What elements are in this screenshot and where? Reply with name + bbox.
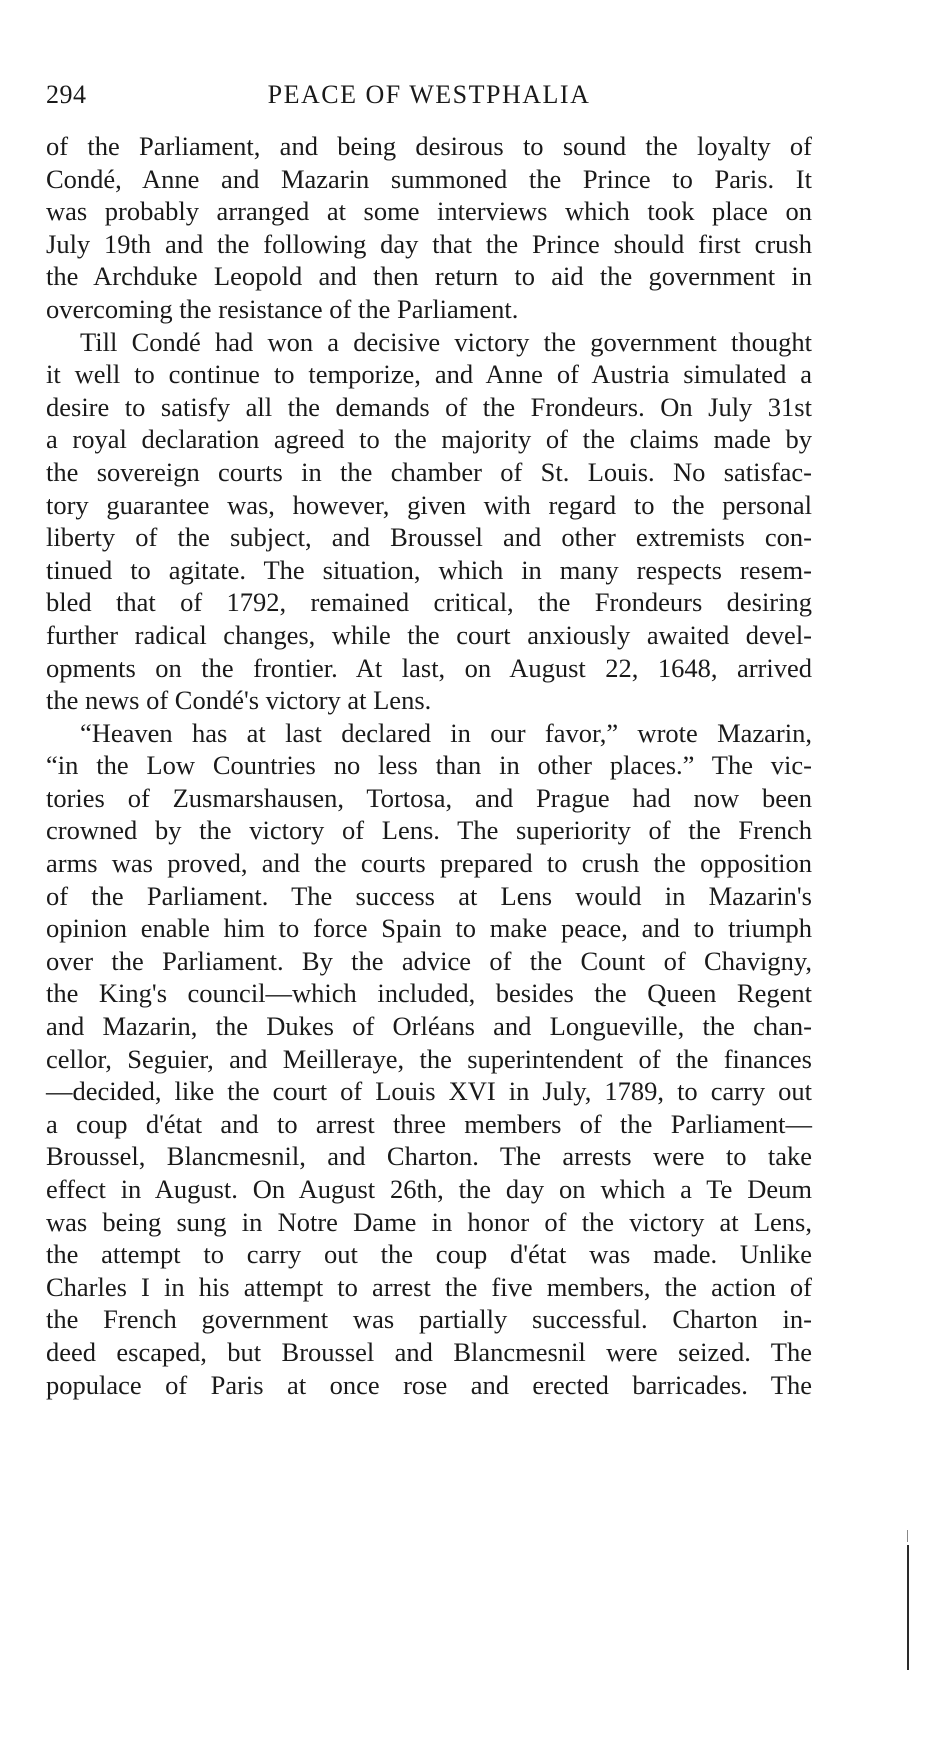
text-line: it well to continue to temporize, and Anne of Austria simulated a [46,359,812,390]
text-line: overcoming the resistance of the Parliament. [46,293,519,324]
text-line: further radical changes, while the court anxiously awaited devel- [46,619,812,650]
text-line: opments on the frontier. At last, on August 22, 1648, arrived [46,652,812,683]
text-line: was probably arranged at some interviews which took place on [46,196,812,227]
text-line: “in the Low Countries no less than in other places.” The vic- [46,750,812,781]
text-line: July 19th and the following day that the Prince should first crush [46,228,812,259]
text-line: “Heaven has at last declared in our favor,” wrote Mazarin, [80,717,812,748]
text-line: the sovereign courts in the chamber of St. Louis. No satisfac- [46,456,812,487]
text-line: deed escaped, but Broussel and Blancmesnil were seized. The [46,1336,812,1367]
text-line: a coup d'état and to arrest three members of the Parliament— [46,1108,812,1139]
text-line: cellor, Seguier, and Meilleraye, the superintendent of the finances [46,1043,812,1074]
text-line: the attempt to carry out the coup d'état was made. Unlike [46,1239,812,1270]
text-line: and Mazarin, the Dukes of Orléans and Longueville, the chan- [46,1011,812,1042]
text-line: was being sung in Notre Dame in honor of the victory at Lens, [46,1206,812,1237]
text-line: of the Parliament, and being desirous to sound the loyalty of [46,131,812,161]
body-text [46,130,812,1401]
text-line: effect in August. On August 26th, the day on which a Te Deum [46,1174,812,1204]
text-line: liberty of the subject, and Broussel and other extremists con- [46,522,812,553]
text-line: —decided, like the court of Louis XVI in July, 1789, to carry out [46,1076,812,1107]
text-line: of the Parliament. The success at Lens would in Mazarin's [46,880,812,911]
text-line: tory guarantee was, however, given with regard to the personal [46,489,812,520]
text-line: populace of Paris at once rose and erected barricades. The [46,1369,812,1400]
text-line: tinued to agitate. The situation, which in many respects resem- [46,554,812,585]
text-line: Condé, Anne and Mazarin summoned the Prince to Paris. It [46,163,812,194]
running-title: PEACE OF WESTPHALIA [267,80,591,109]
text-line: opinion enable him to force Spain to make peace, and to triumph [46,913,812,944]
margin-mark [907,1545,909,1670]
text-line: Till Condé had won a decisive victory the government thought [80,326,812,357]
text-line: tories of Zusmarshausen, Tortosa, and Prague had now been [46,782,812,813]
text-line: the Archduke Leopold and then return to aid the government in [46,261,812,292]
page-header [46,80,812,120]
page-number: 294 [46,80,87,109]
text-line: Charles I in his attempt to arrest the five members, the action of [46,1271,812,1302]
text-line: the French government was partially successful. Charton in- [46,1304,812,1335]
text-line: a royal declaration agreed to the majority of the claims made by [46,424,812,455]
text-line: arms was proved, and the courts prepared to crush the opposition [46,848,812,879]
text-line: bled that of 1792, remained critical, the Frondeurs desiring [46,587,812,618]
text-line: desire to satisfy all the demands of the Frondeurs. On July 31st [46,391,812,422]
text-line: the King's council—which included, besides the Queen Regent [46,978,812,1009]
text-line: Broussel, Blancmesnil, and Charton. The arrests were to take [46,1141,812,1172]
margin-mark-faint [907,1530,908,1542]
text-line: the news of Condé's victory at Lens. [46,685,432,716]
text-line: crowned by the victory of Lens. The superiority of the French [46,815,812,846]
text-line: over the Parliament. By the advice of the Count of Chavigny, [46,945,812,976]
